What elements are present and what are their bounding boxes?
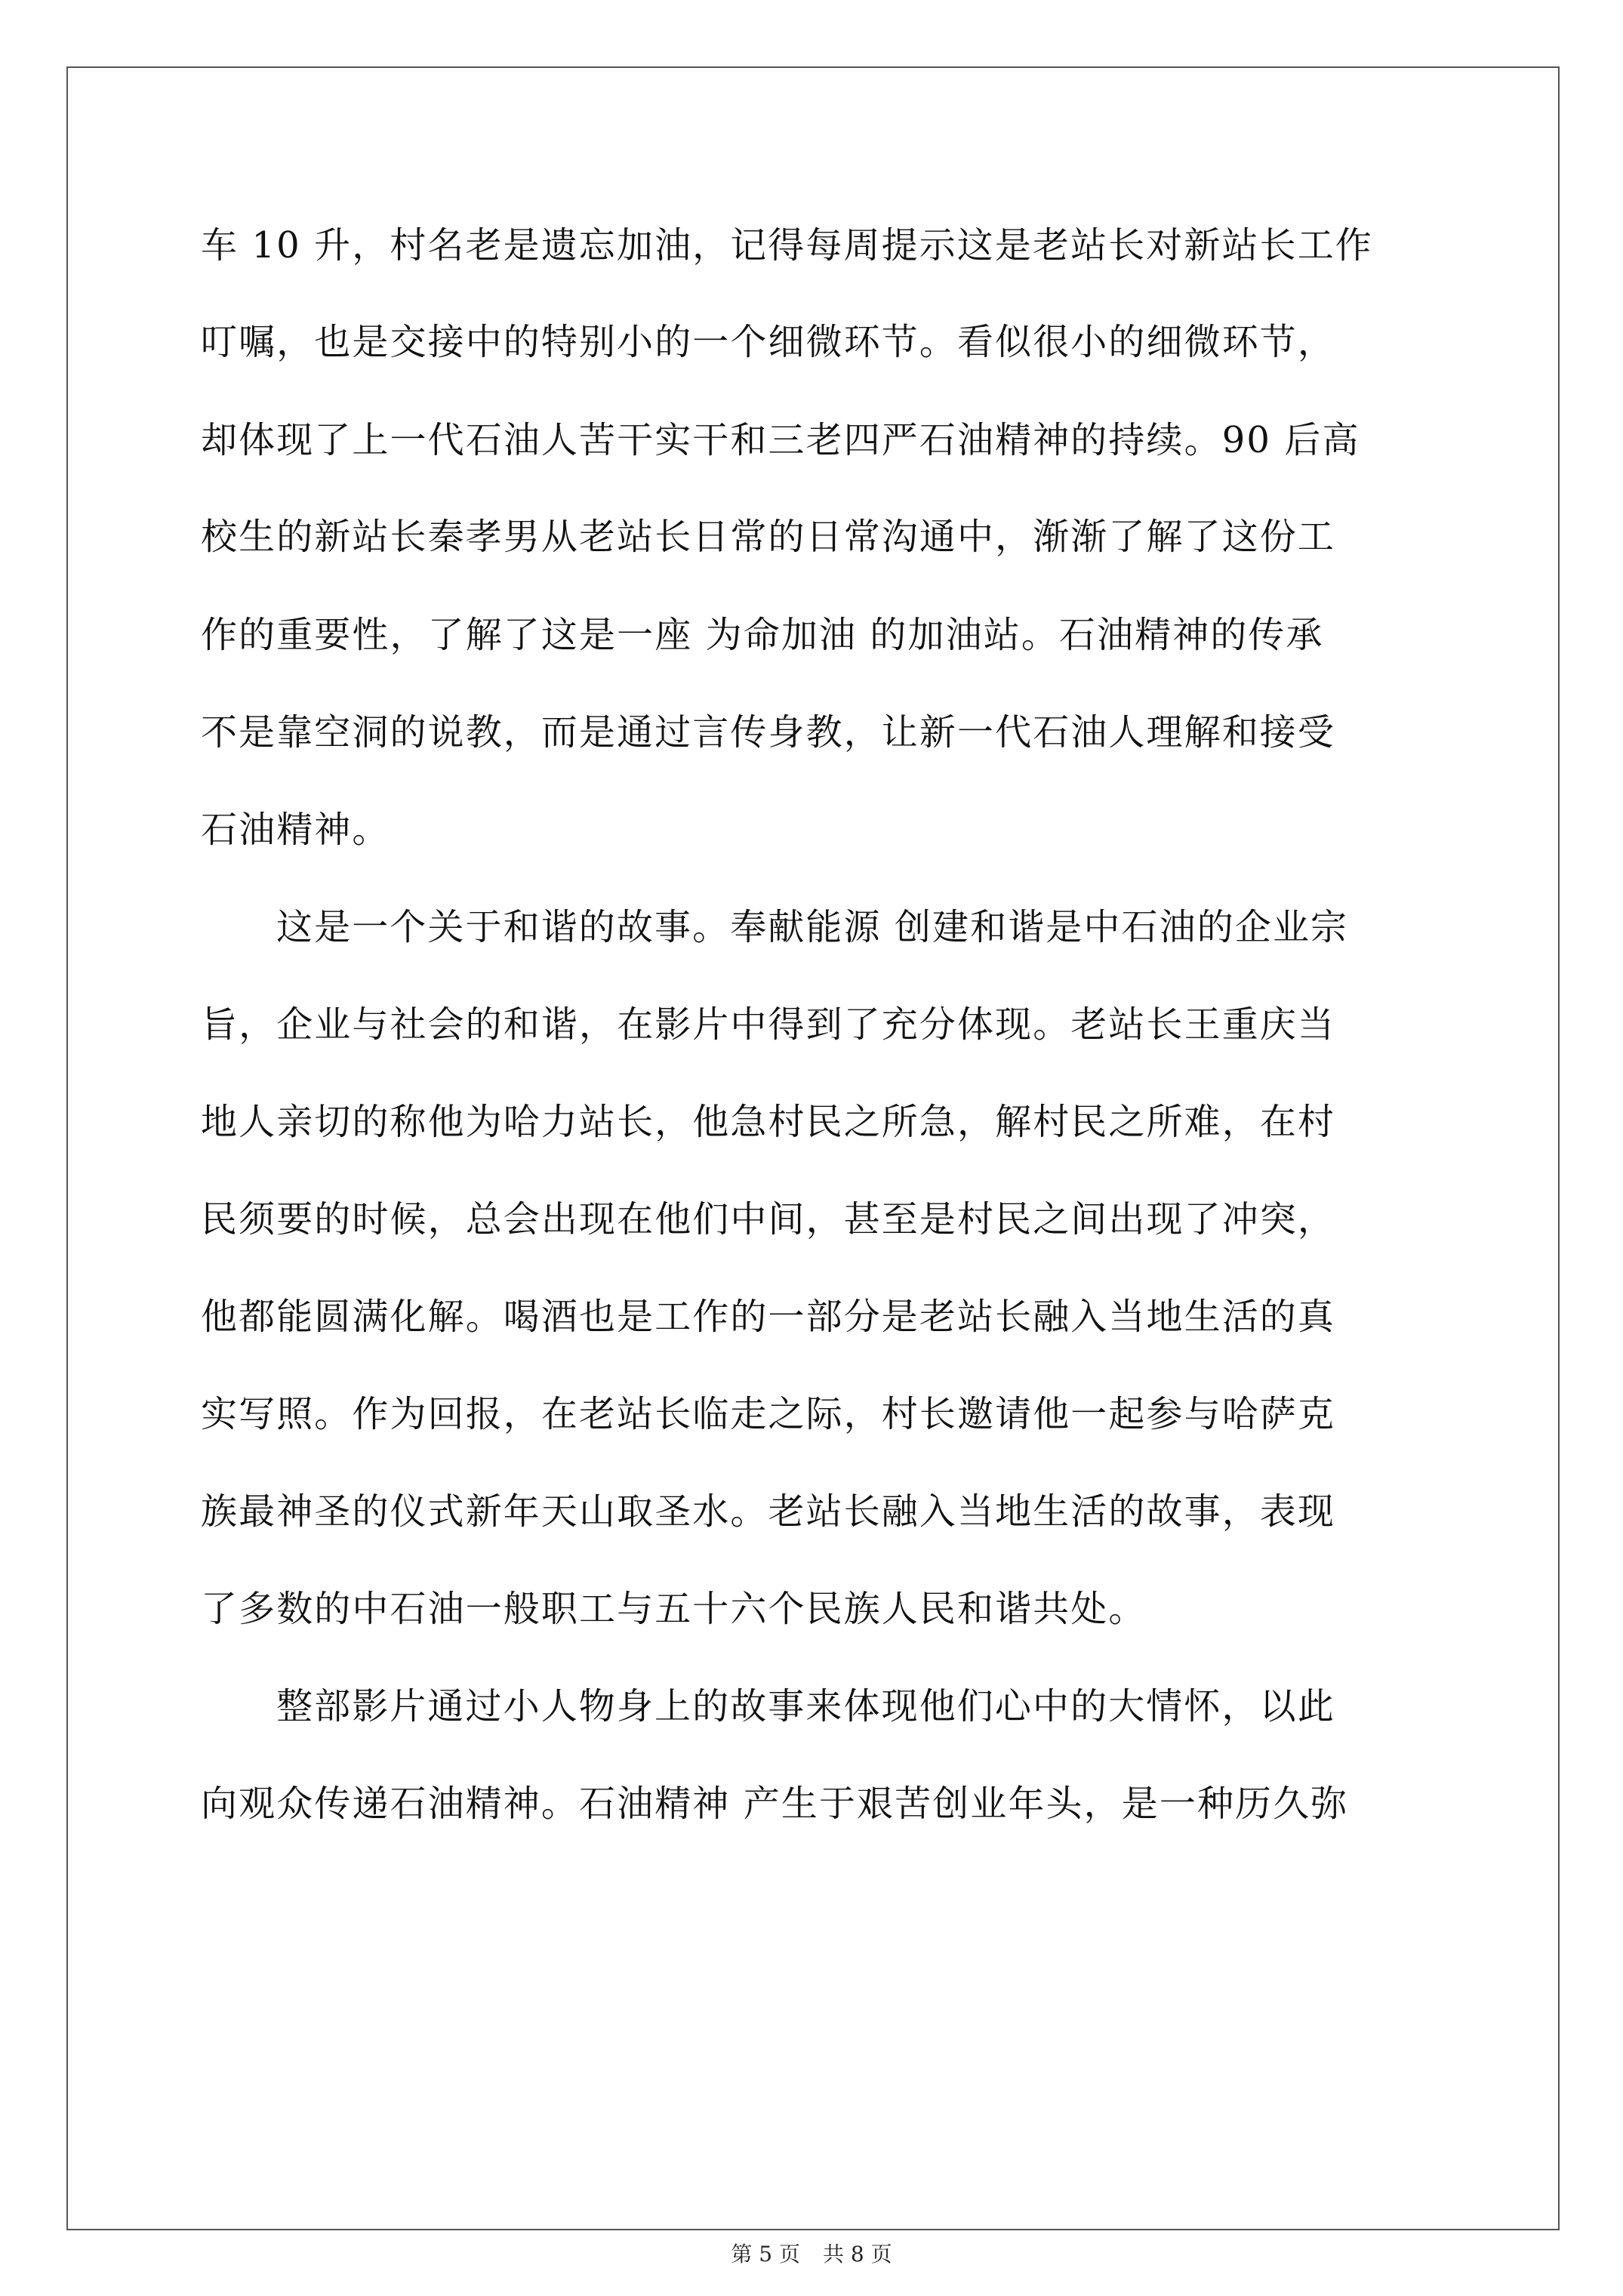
text-line: 向观众传递石油精神。石油精神 产生于艰苦创业年头，是一种历久弥 bbox=[201, 1783, 1349, 1825]
text-line: 他都能圆满化解。喝酒也是工作的一部分是老站长融入当地生活的真 bbox=[201, 1296, 1336, 1338]
paragraph-first-line: 这是一个关于和谐的故事。奉献能源 创建和谐是中石油的企业宗 bbox=[276, 906, 1349, 948]
text-line: 作的重要性，了解了这是一座 为命加油 的加油站。石油精神的传承 bbox=[201, 614, 1324, 656]
text-line: 实写照。作为回报，在老站长临走之际，村长邀请他一起参与哈萨克 bbox=[201, 1393, 1336, 1435]
text-line: 地人亲切的称他为哈力站长，他急村民之所急，解村民之所难，在村 bbox=[201, 1101, 1336, 1143]
page-border bbox=[66, 66, 1560, 2230]
text-line: 石油精神。 bbox=[201, 809, 390, 851]
page-number: 第 5 页 bbox=[731, 2242, 800, 2267]
text-line: 族最神圣的仪式新年天山取圣水。老站长融入当地生活的故事，表现 bbox=[201, 1490, 1336, 1533]
text-line: 车 10 升，村名老是遗忘加油，记得每周提示这是老站长对新站长工作 bbox=[201, 224, 1373, 267]
page-footer bbox=[0, 2239, 1623, 2270]
text-line: 叮嘱，也是交接中的特别小的一个细微环节。看似很小的细微环节， bbox=[201, 321, 1336, 363]
paragraph-first-line: 整部影片通过小人物身上的故事来体现他们心中的大情怀，以此 bbox=[276, 1685, 1335, 1727]
text-line: 民须要的时候，总会出现在他们中间，甚至是村民之间出现了冲突， bbox=[201, 1198, 1336, 1240]
text-line: 了多数的中石油一般职工与五十六个民族人民和谐共处。 bbox=[201, 1588, 1147, 1630]
text-line: 旨，企业与社会的和谐，在影片中得到了充分体现。老站长王重庆当 bbox=[201, 1003, 1336, 1046]
text-line: 却体现了上一代石油人苦干实干和三老四严石油精神的持续。90 后高 bbox=[201, 419, 1360, 461]
page-total: 共 8 页 bbox=[823, 2242, 892, 2267]
text-line: 校生的新站长秦孝男从老站长日常的日常沟通中，渐渐了解了这份工 bbox=[201, 516, 1336, 558]
text-line: 不是靠空洞的说教，而是通过言传身教，让新一代石油人理解和接受 bbox=[201, 711, 1336, 754]
